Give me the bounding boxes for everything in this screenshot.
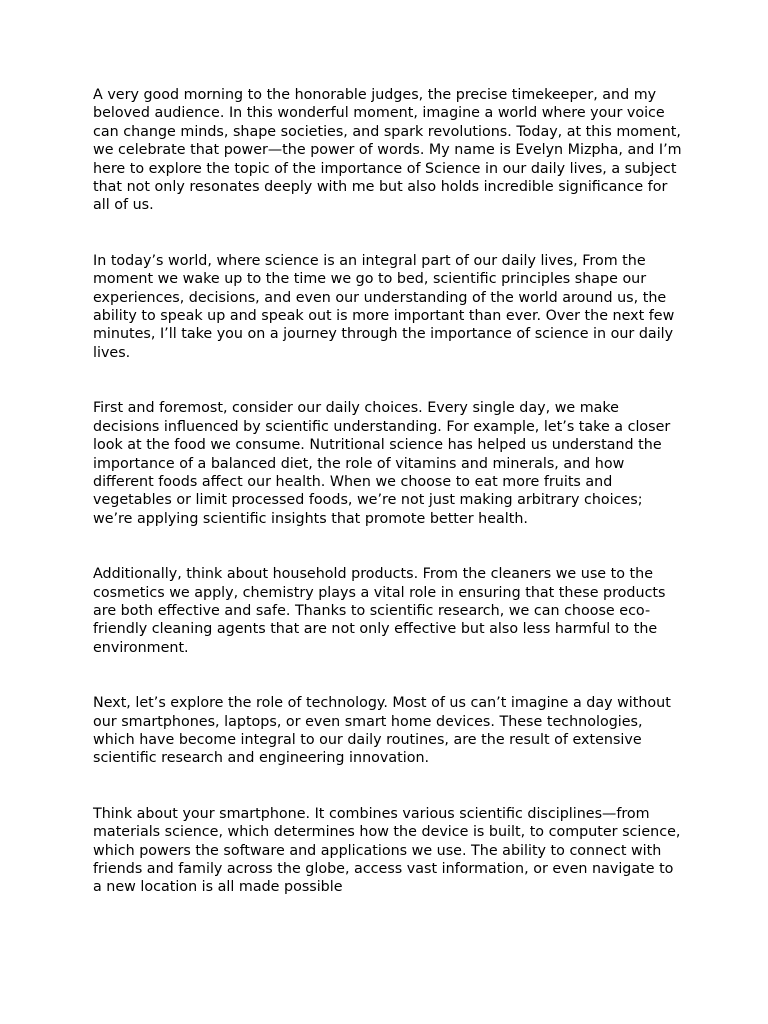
paragraph-science-today: In today’s world, where science is an integral part of our daily lives, From the moment we wake up to the time we go to bed, scientific principles shape our experiences, decisions, and even our understanding of the world around us, the ability to speak up and speak out is more important than ever. Over the next few minutes, I’ll take you on a journey through the importance of science in our daily lives.	[93, 252, 675, 361]
paragraph-smartphone: Think about your smartphone. It combines various scientific disciplines—from materials science, which determines how the device is built, to computer science, which powers the software and applications we use. The ability to connect with friends and family across the globe, access vast information, or even navigate to a new location is all made possible	[93, 805, 681, 896]
document-body	[93, 86, 683, 934]
paragraph-daily-choices: First and foremost, consider our daily choices. Every single day, we make decisions influenced by scientific understanding. For example, let’s take a closer look at the food we consume. Nutritional science has helped us understand the importance of a balanced diet, the role of vitamins and minerals, and how different foods affect our health. When we choose to eat more fruits and vegetables or limit processed foods, we’re not just making arbitrary choices; we’re applying scientific insights that promote better health.	[93, 400, 671, 527]
paragraph-household-products: Additionally, think about household products. From the cleaners we use to the cosmetics we apply, chemistry plays a vital role in ensuring that these products are both effective and safe. Thanks to scientific research, we can choose eco-friendly cleaning agents that are not only effective but also less harmful to the environment.	[93, 566, 666, 656]
paragraph-greeting: A very good morning to the honorable judges, the precise timekeeper, and my beloved audience. In this wonderful moment, imagine a world where your voice can change minds, shape societies, and spark revolutions. Today, at this moment, we celebrate that power—the power of words. My name is Evelyn Mizpha, and I’m here to explore the topic of the importance of Science in our daily lives, a subject that not only resonates deeply with me but also holds incredible significance for all of us.	[93, 87, 682, 214]
paragraph-technology: Next, let’s explore the role of technology. Most of us can’t imagine a day without our smartphones, laptops, or even smart home devices. These technologies, which have become integral to our daily routines, are the result of extensive scientific research and engineering innovation.	[93, 695, 671, 767]
